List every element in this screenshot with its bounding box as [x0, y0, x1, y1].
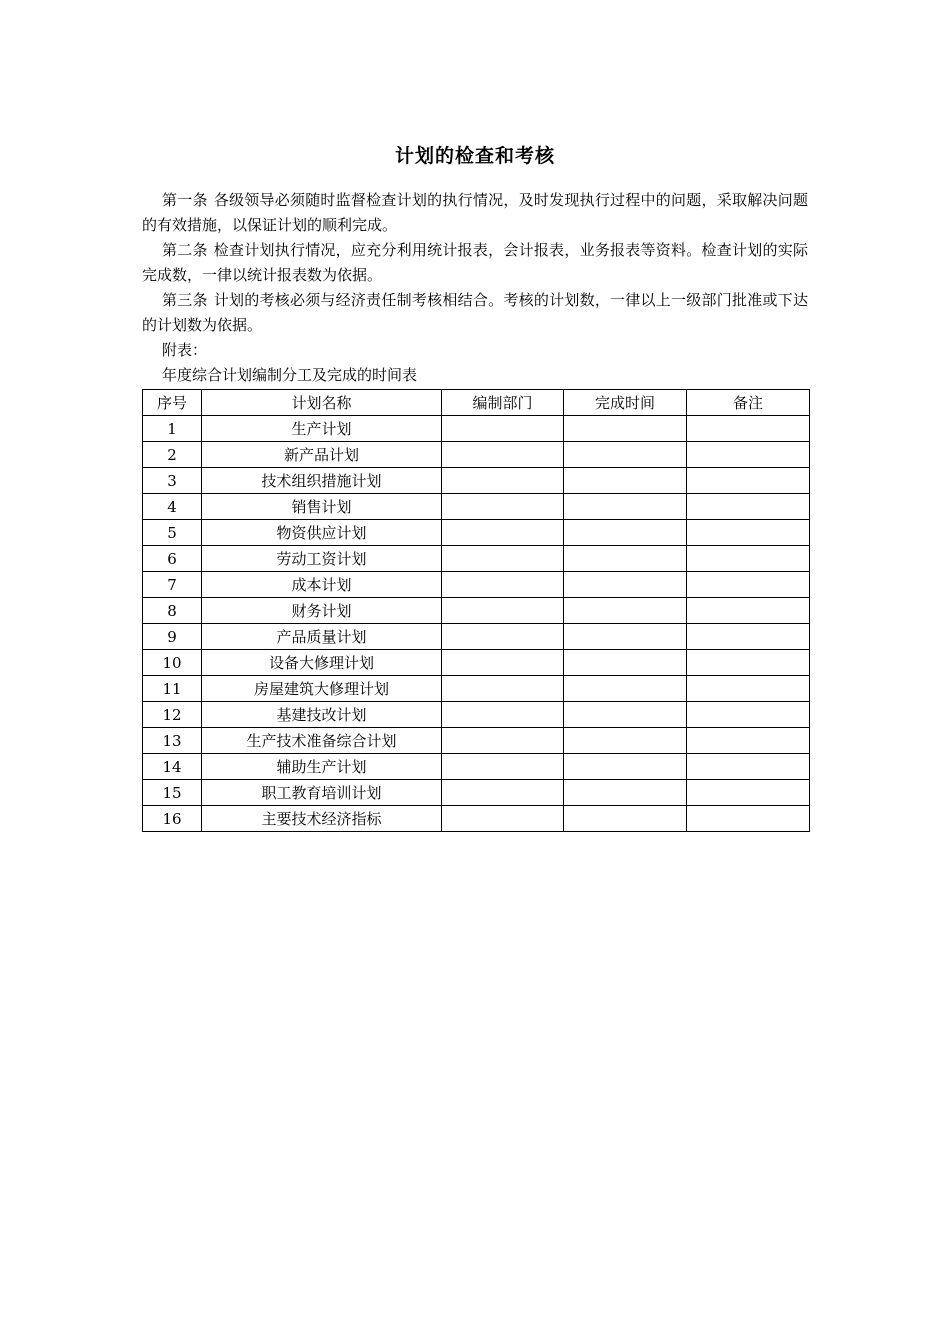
cell-remarks [687, 702, 810, 728]
cell-plan-name: 销售计划 [202, 494, 442, 520]
cell-index: 11 [143, 676, 202, 702]
cell-completion-time [564, 520, 687, 546]
cell-completion-time [564, 598, 687, 624]
cell-department [442, 702, 564, 728]
cell-completion-time [564, 676, 687, 702]
cell-index: 3 [143, 468, 202, 494]
article-3-label: 第三条 [162, 291, 208, 309]
table-row [143, 728, 810, 754]
cell-completion-time [564, 624, 687, 650]
cell-department [442, 780, 564, 806]
cell-index: 12 [143, 702, 202, 728]
cell-plan-name: 财务计划 [202, 598, 442, 624]
cell-index: 5 [143, 520, 202, 546]
cell-department [442, 676, 564, 702]
article-2 [142, 238, 808, 288]
header-department: 编制部门 [442, 390, 564, 416]
cell-department [442, 520, 564, 546]
article-2-label: 第二条 [162, 241, 208, 259]
cell-plan-name: 技术组织措施计划 [202, 468, 442, 494]
cell-index: 10 [143, 650, 202, 676]
cell-remarks [687, 728, 810, 754]
document-title: 计划的检查和考核 [394, 145, 555, 167]
article-1-label: 第一条 [162, 191, 208, 209]
cell-completion-time [564, 702, 687, 728]
table-row [143, 676, 810, 702]
cell-plan-name: 辅助生产计划 [202, 754, 442, 780]
cell-plan-name: 产品质量计划 [202, 624, 442, 650]
cell-plan-name: 主要技术经济指标 [202, 806, 442, 832]
table-row [143, 806, 810, 832]
cell-completion-time [564, 806, 687, 832]
table-row [143, 442, 810, 468]
cell-department [442, 728, 564, 754]
header-index: 序号 [143, 390, 202, 416]
cell-department [442, 624, 564, 650]
cell-index: 2 [143, 442, 202, 468]
cell-department [442, 468, 564, 494]
cell-index: 7 [143, 572, 202, 598]
cell-remarks [687, 598, 810, 624]
cell-completion-time [564, 442, 687, 468]
table-caption: 年度综合计划编制分工及完成的时间表 [162, 366, 418, 384]
table-row [143, 416, 810, 442]
cell-index: 8 [143, 598, 202, 624]
document-page [142, 140, 808, 832]
cell-remarks [687, 754, 810, 780]
table-header-row [143, 390, 810, 416]
cell-remarks [687, 780, 810, 806]
cell-plan-name: 房屋建筑大修理计划 [202, 676, 442, 702]
plan-schedule-table [142, 389, 810, 832]
article-3 [142, 288, 808, 338]
cell-index: 6 [143, 546, 202, 572]
cell-department [442, 442, 564, 468]
cell-department [442, 494, 564, 520]
cell-plan-name: 基建技改计划 [202, 702, 442, 728]
cell-plan-name: 生产技术准备综合计划 [202, 728, 442, 754]
appendix-label: 附表： [162, 341, 208, 359]
article-3-text: 计划的考核必须与经济责任制考核相结合。考核的计划数，一律以上一级部门批准或下达的计划数为依据。 [142, 291, 808, 334]
table-row [143, 780, 810, 806]
article-2-text: 检查计划执行情况，应充分利用统计报表，会计报表，业务报表等资料。检查计划的实际完成数，一律以统计报表数为依据。 [142, 241, 808, 284]
cell-completion-time [564, 572, 687, 598]
cell-completion-time [564, 416, 687, 442]
cell-completion-time [564, 650, 687, 676]
cell-index: 1 [143, 416, 202, 442]
cell-remarks [687, 416, 810, 442]
cell-completion-time [564, 494, 687, 520]
cell-remarks [687, 676, 810, 702]
cell-completion-time [564, 468, 687, 494]
table-row [143, 650, 810, 676]
cell-remarks [687, 572, 810, 598]
cell-remarks [687, 806, 810, 832]
cell-department [442, 572, 564, 598]
header-plan-name: 计划名称 [202, 390, 442, 416]
cell-remarks [687, 520, 810, 546]
table-row [143, 520, 810, 546]
cell-completion-time [564, 780, 687, 806]
cell-remarks [687, 650, 810, 676]
cell-department [442, 416, 564, 442]
cell-remarks [687, 468, 810, 494]
table-row [143, 598, 810, 624]
cell-department [442, 806, 564, 832]
cell-plan-name: 劳动工资计划 [202, 546, 442, 572]
cell-completion-time [564, 754, 687, 780]
table-row [143, 624, 810, 650]
cell-index: 9 [143, 624, 202, 650]
cell-index: 14 [143, 754, 202, 780]
article-1 [142, 188, 808, 238]
table-row [143, 702, 810, 728]
cell-department [442, 598, 564, 624]
cell-department [442, 754, 564, 780]
cell-index: 13 [143, 728, 202, 754]
cell-index: 15 [143, 780, 202, 806]
cell-department [442, 546, 564, 572]
table-row [143, 468, 810, 494]
cell-remarks [687, 494, 810, 520]
cell-remarks [687, 624, 810, 650]
cell-plan-name: 生产计划 [202, 416, 442, 442]
cell-plan-name: 职工教育培训计划 [202, 780, 442, 806]
cell-index: 4 [143, 494, 202, 520]
table-row [143, 546, 810, 572]
cell-plan-name: 新产品计划 [202, 442, 442, 468]
table-row [143, 754, 810, 780]
cell-remarks [687, 442, 810, 468]
table-body [143, 416, 810, 832]
table-row [143, 572, 810, 598]
cell-index: 16 [143, 806, 202, 832]
cell-remarks [687, 546, 810, 572]
article-1-text: 各级领导必须随时监督检查计划的执行情况，及时发现执行过程中的问题，采取解决问题的有效措施，以保证计划的顺利完成。 [142, 191, 808, 234]
table-row [143, 494, 810, 520]
cell-completion-time [564, 546, 687, 572]
header-completion-time: 完成时间 [564, 390, 687, 416]
cell-plan-name: 设备大修理计划 [202, 650, 442, 676]
cell-plan-name: 成本计划 [202, 572, 442, 598]
header-remarks: 备注 [687, 390, 810, 416]
cell-department [442, 650, 564, 676]
cell-completion-time [564, 728, 687, 754]
cell-plan-name: 物资供应计划 [202, 520, 442, 546]
